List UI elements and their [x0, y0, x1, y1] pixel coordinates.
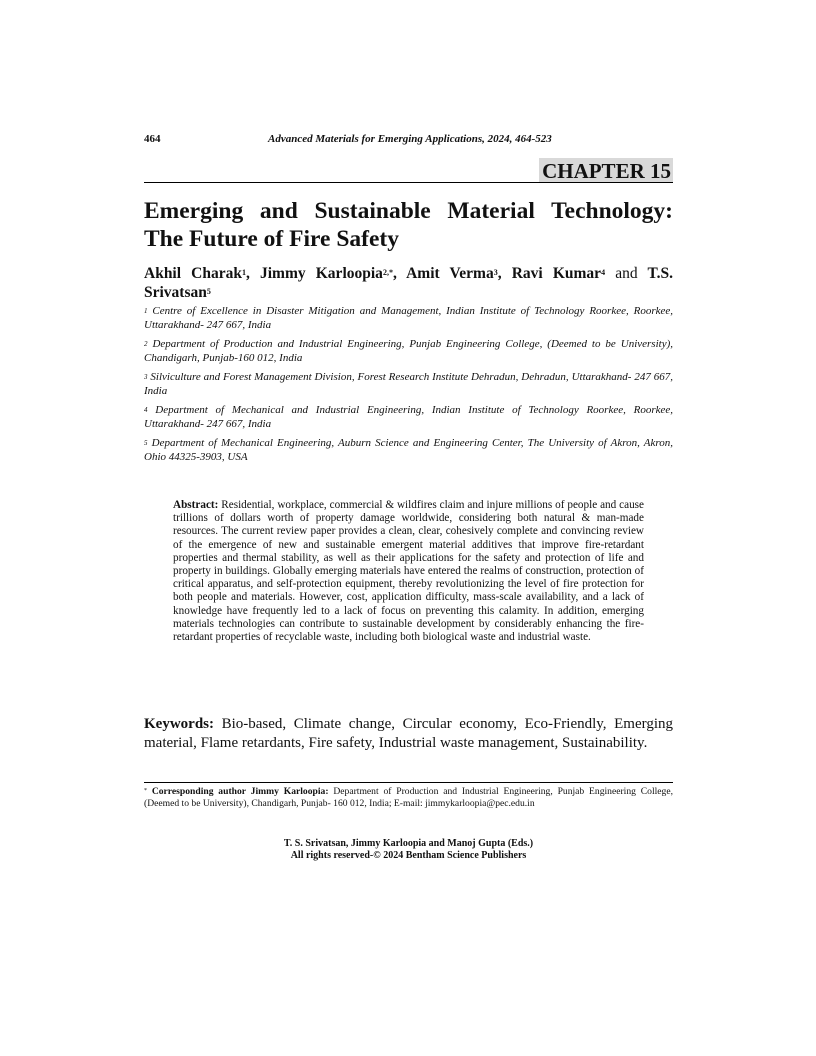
journal-details: , 2024, 464-523	[482, 133, 552, 145]
running-head	[144, 133, 673, 149]
journal-citation	[268, 133, 552, 145]
author-name: Akhil Charak	[144, 265, 242, 282]
author-affil-marker: 5	[206, 287, 211, 296]
affiliation-text: Department of Mechanical Engineering, Auburn Science and Engineering Center, The University of Akron, Akron, Ohio 44325-3903, USA	[144, 437, 674, 463]
affiliation-item	[144, 436, 673, 464]
affiliation-item	[144, 304, 673, 332]
page-number: 464	[144, 133, 161, 145]
chapter-label: CHAPTER 15	[539, 158, 673, 183]
chapter-divider	[144, 182, 673, 183]
corresponding-author-footnote	[144, 786, 673, 809]
affiliation-text: Department of Production and Industrial Engineering, Punjab Engineering College, (Deemed to be University), Chandigarh, Punjab-160 012, India	[144, 338, 673, 364]
author-affil-marker: 4	[601, 268, 606, 277]
author-separator: ,	[246, 265, 260, 282]
author-separator: ,	[392, 265, 407, 282]
journal-name: Advanced Materials for Emerging Applications	[268, 133, 483, 145]
affiliation-marker: 1	[144, 307, 148, 315]
author-name: T.S. Srivatsan	[144, 265, 673, 301]
author-name: Amit Verma	[406, 265, 494, 282]
footnote-divider	[144, 782, 673, 783]
author-list	[144, 264, 673, 302]
author-name: Jimmy Karloopia	[260, 265, 383, 282]
author-affil-marker: 2,*	[382, 268, 393, 277]
affiliation-text: Centre of Excellence in Disaster Mitigation and Management, Indian Institute of Technology Roorkee, Roorkee, Uttarakhand- 247 667, India	[144, 305, 673, 331]
footnote-text: Department of Production and Industrial Engineering, Punjab Engineering College, (Deemed to be University), Chandigarh, Punjab- 160 012, India; E-mail: jimmykarloopia@pec.edu.in	[144, 786, 673, 809]
paper-title: Emerging and Sustainable Material Technology: The Future of Fire Safety	[144, 198, 673, 252]
author-name: Ravi Kumar	[511, 265, 602, 282]
author-conjunction: and	[615, 265, 638, 282]
footnote-marker: *	[144, 788, 147, 794]
affiliation-marker: 5	[144, 439, 148, 447]
affiliation-item	[144, 370, 673, 398]
abstract	[173, 499, 644, 644]
affiliations	[144, 304, 673, 469]
rights-line: All rights reserved-© 2024 Bentham Science Publishers	[290, 850, 527, 861]
keywords-label: Keywords:	[144, 716, 214, 732]
affiliation-text: Silviculture and Forest Management Division, Forest Research Institute Dehradun, Dehradun, Uttarakhand- 247 667, India	[144, 371, 674, 397]
affiliation-marker: 3	[144, 373, 148, 381]
author-separator: ,	[497, 265, 512, 282]
chapter-header	[144, 158, 673, 184]
abstract-text: Residential, workplace, commercial & wildfires claim and injure millions of people and cause trillions of dollars worth of property damage worldwide, considering both natural & man-made resources. The current review paper provides a clean, clear, cohesively complete and convincing review of the emergence of new and sustainable emergent material additives that improve fire-retardant properties and thermal stability, as well as their applications for the safety and protection of life and property in buildings. Globally emerging materials have entered the realms of construction, protection of critical apparatus, and self-protection equipment, thereby revolutionizing the level of fire protection for both people and materials. However, cost, application difficulty, mass-scale availability, and a lack of knowledge have frequently led to a lack of focus on preventing this calamity. In addition, emerging materials technologies can contribute to sustainable development by considerably enhancing the fire-retardant properties of recyclable waste, including both biological waste and industrial waste.	[173, 499, 645, 644]
keywords	[144, 715, 673, 753]
abstract-label: Abstract:	[173, 499, 219, 511]
author-separator	[605, 265, 615, 282]
publisher-info	[144, 838, 673, 862]
author-affil-marker: 3	[493, 268, 498, 277]
affiliation-item	[144, 337, 673, 365]
footnote-label: Corresponding author Jimmy Karloopia:	[151, 786, 329, 797]
keywords-text: Bio-based, Climate change, Circular economy, Eco-Friendly, Emerging material, Flame retardants, Fire safety, Industrial waste management, Sustainability.	[144, 716, 673, 751]
affiliation-item	[144, 403, 673, 431]
affiliation-marker: 4	[144, 406, 148, 414]
affiliation-text: Department of Mechanical and Industrial Engineering, Indian Institute of Technology Roorkee, Roorkee, Uttarakhand- 247 667, India	[144, 404, 674, 430]
affiliation-marker: 2	[144, 340, 148, 348]
editors-line: T. S. Srivatsan, Jimmy Karloopia and Manoj Gupta (Eds.)	[283, 838, 534, 849]
author-affil-marker: 1	[242, 268, 246, 277]
